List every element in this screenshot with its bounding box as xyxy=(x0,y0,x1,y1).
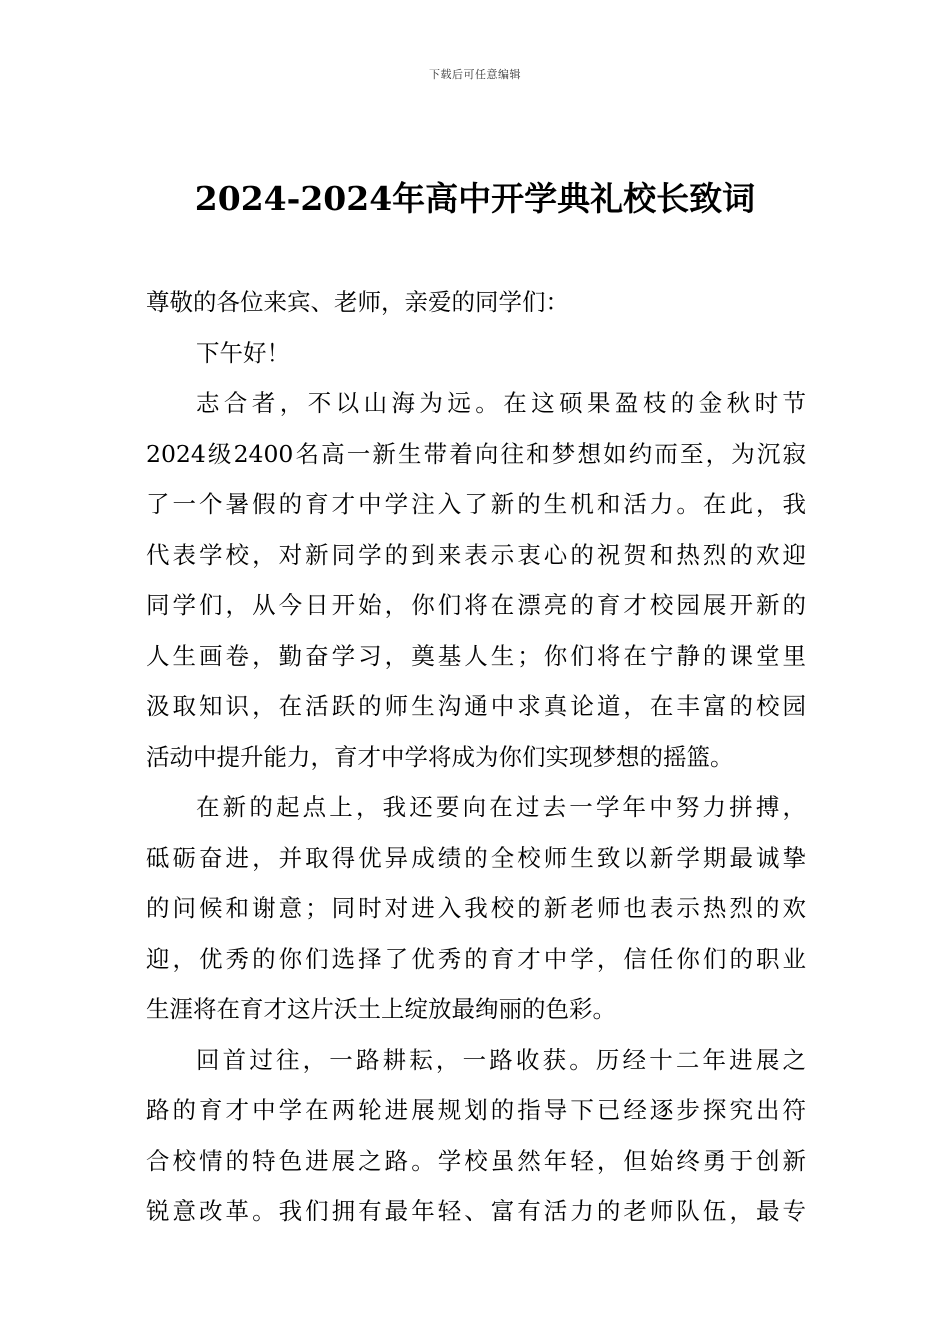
body-line: 下午好！ xyxy=(196,338,290,367)
document-title: 2024-2024年高中开学典礼校长致词 xyxy=(194,179,756,218)
body-line: 2024级2400名高一新生带着向往和梦想如约而至，为沉寂 xyxy=(146,439,806,468)
body-line: 志合者，不以山海为远。在这硕果盈枝的金秋时节 xyxy=(196,389,806,417)
body-line: 合校情的特色进展之路。学校虽然年轻，但始终勇于创新 xyxy=(146,1146,806,1175)
body-line: 代表学校，对新同学的到来表示衷心的祝贺和热烈的欢迎 xyxy=(146,540,806,569)
body-line: 同学们，从今日开始，你们将在漂亮的育才校园展开新的 xyxy=(146,591,806,619)
body-line: 的问候和谢意；同时对进入我校的新老师也表示热烈的欢 xyxy=(146,894,806,922)
body-line: 生涯将在育才这片沃土上绽放最绚丽的色彩。 xyxy=(146,995,616,1023)
document-body xyxy=(146,277,806,1237)
body-line: 了一个暑假的育才中学注入了新的生机和活力。在此，我 xyxy=(146,490,806,518)
body-line: 锐意改革。我们拥有最年轻、富有活力的老师队伍，最专 xyxy=(146,1197,806,1225)
body-line: 回首过往，一路耕耘，一路收获。历经十二年进展之 xyxy=(196,1045,806,1074)
body-line: 活动中提升能力，育才中学将成为你们实现梦想的摇篮。 xyxy=(146,742,734,771)
body-line: 砥砺奋进，并取得优异成绩的全校师生致以新学期最诚挚 xyxy=(146,843,806,872)
body-line: 尊敬的各位来宾、老师，亲爱的同学们： xyxy=(146,288,569,316)
header-note: 下载后可任意编辑 xyxy=(429,68,521,81)
body-line: 路的育才中学在两轮进展规划的指导下已经逐步探究出符 xyxy=(146,1096,806,1124)
body-line: 迎，优秀的你们选择了优秀的育才中学，信任你们的职业 xyxy=(146,944,806,973)
body-line: 人生画卷，勤奋学习，奠基人生；你们将在宁静的课堂里 xyxy=(146,641,806,670)
body-line: 在新的起点上，我还要向在过去一学年中努力拼搏， xyxy=(196,793,806,821)
body-line: 汲取知识，在活跃的师生沟通中求真论道，在丰富的校园 xyxy=(146,692,806,720)
